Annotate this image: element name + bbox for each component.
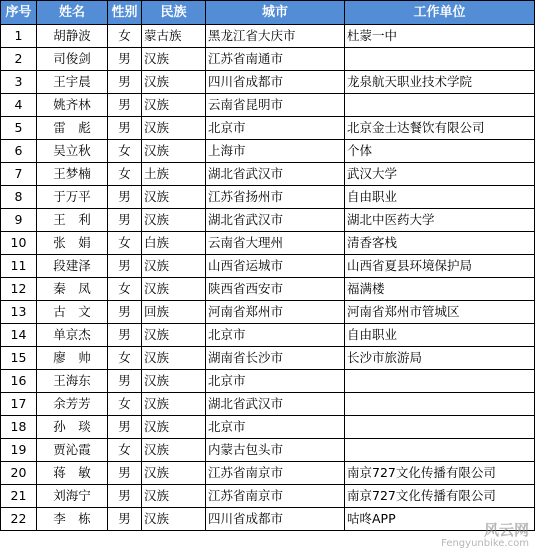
cell-name: 王宇晨 (37, 71, 108, 94)
cell-workplace: 长沙市旅游局 (345, 347, 535, 370)
cell-index: 18 (1, 416, 37, 439)
cell-ethnicity: 汉族 (142, 94, 206, 117)
cell-name: 廖 帅 (37, 347, 108, 370)
cell-city: 陕西省西安市 (206, 278, 345, 301)
cell-city: 黑龙江省大庆市 (206, 25, 345, 48)
cell-name: 刘海宁 (37, 485, 108, 508)
cell-gender: 男 (108, 186, 142, 209)
cell-index: 7 (1, 163, 37, 186)
cell-gender: 女 (108, 439, 142, 462)
table-row (1, 48, 535, 71)
cell-gender: 女 (108, 140, 142, 163)
cell-ethnicity: 汉族 (142, 416, 206, 439)
table-row (1, 140, 535, 163)
cell-ethnicity: 汉族 (142, 255, 206, 278)
cell-city: 江苏省扬州市 (206, 186, 345, 209)
table-row (1, 209, 535, 232)
cell-ethnicity: 汉族 (142, 393, 206, 416)
cell-index: 14 (1, 324, 37, 347)
cell-name: 段建泽 (37, 255, 108, 278)
cell-city: 北京市 (206, 324, 345, 347)
cell-workplace: 福满楼 (345, 278, 535, 301)
cell-gender: 女 (108, 232, 142, 255)
cell-city: 湖北省武汉市 (206, 209, 345, 232)
cell-gender: 男 (108, 71, 142, 94)
cell-city: 北京市 (206, 370, 345, 393)
cell-name: 吴立秋 (37, 140, 108, 163)
cell-gender: 女 (108, 278, 142, 301)
cell-city: 四川省成都市 (206, 508, 345, 531)
cell-ethnicity: 汉族 (142, 209, 206, 232)
cell-ethnicity: 汉族 (142, 462, 206, 485)
table-row (1, 301, 535, 324)
table-row (1, 186, 535, 209)
table-row (1, 255, 535, 278)
cell-workplace: 武汉大学 (345, 163, 535, 186)
table-row (1, 370, 535, 393)
cell-workplace: 龙泉航天职业技术学院 (345, 71, 535, 94)
cell-name: 王 利 (37, 209, 108, 232)
cell-workplace: 自由职业 (345, 324, 535, 347)
cell-city: 北京市 (206, 117, 345, 140)
cell-gender: 男 (108, 117, 142, 140)
cell-name: 雷 彪 (37, 117, 108, 140)
cell-workplace (345, 48, 535, 71)
cell-workplace: 湖北中医药大学 (345, 209, 535, 232)
cell-name: 秦 凤 (37, 278, 108, 301)
cell-index: 17 (1, 393, 37, 416)
cell-workplace (345, 393, 535, 416)
cell-ethnicity: 汉族 (142, 140, 206, 163)
cell-name: 贾沁霞 (37, 439, 108, 462)
cell-workplace: 自由职业 (345, 186, 535, 209)
watermark-text: 风云网 (483, 521, 529, 539)
cell-gender: 男 (108, 301, 142, 324)
cell-city: 内蒙古包头市 (206, 439, 345, 462)
cell-index: 9 (1, 209, 37, 232)
cell-workplace: 咕咚APP (345, 508, 535, 531)
cell-gender: 男 (108, 94, 142, 117)
cell-city: 江苏省南通市 (206, 48, 345, 71)
cell-name: 姚齐林 (37, 94, 108, 117)
cell-city: 四川省成都市 (206, 71, 345, 94)
header-row (1, 1, 535, 25)
header-index: 序号 (1, 1, 37, 25)
cell-city: 湖北省武汉市 (206, 393, 345, 416)
cell-name: 李 栋 (37, 508, 108, 531)
watermark-url: Fengyunbike.com (441, 538, 529, 549)
cell-workplace: 清香客栈 (345, 232, 535, 255)
cell-gender: 男 (108, 255, 142, 278)
cell-index: 20 (1, 462, 37, 485)
cell-ethnicity: 回族 (142, 301, 206, 324)
cell-city: 河南省郑州市 (206, 301, 345, 324)
cell-workplace (345, 416, 535, 439)
cell-gender: 女 (108, 163, 142, 186)
table-row (1, 485, 535, 508)
cell-index: 15 (1, 347, 37, 370)
cell-index: 19 (1, 439, 37, 462)
cell-city: 山西省运城市 (206, 255, 345, 278)
cell-index: 4 (1, 94, 37, 117)
cell-index: 2 (1, 48, 37, 71)
cell-ethnicity: 汉族 (142, 186, 206, 209)
cell-gender: 男 (108, 462, 142, 485)
table-row (1, 393, 535, 416)
cell-city: 江苏省南京市 (206, 462, 345, 485)
cell-name: 古 文 (37, 301, 108, 324)
cell-workplace: 山西省夏县环境保护局 (345, 255, 535, 278)
cell-gender: 男 (108, 209, 142, 232)
cell-ethnicity: 汉族 (142, 485, 206, 508)
table-row (1, 508, 535, 531)
cell-gender: 女 (108, 347, 142, 370)
table-row (1, 71, 535, 94)
cell-index: 5 (1, 117, 37, 140)
table-row (1, 324, 535, 347)
table-row (1, 278, 535, 301)
cell-ethnicity: 土族 (142, 163, 206, 186)
cell-gender: 男 (108, 48, 142, 71)
cell-index: 16 (1, 370, 37, 393)
cell-workplace (345, 439, 535, 462)
cell-workplace: 河南省郑州市管城区 (345, 301, 535, 324)
cell-name: 余芳芳 (37, 393, 108, 416)
cell-index: 6 (1, 140, 37, 163)
cell-workplace: 南京727文化传播有限公司 (345, 462, 535, 485)
cell-ethnicity: 汉族 (142, 117, 206, 140)
table-row (1, 439, 535, 462)
cell-workplace: 南京727文化传播有限公司 (345, 485, 535, 508)
table-row (1, 163, 535, 186)
header-gender: 性别 (108, 1, 142, 25)
header-city: 城市 (206, 1, 345, 25)
cell-ethnicity: 蒙古族 (142, 25, 206, 48)
table-row (1, 462, 535, 485)
cell-city: 湖北省武汉市 (206, 163, 345, 186)
cell-index: 13 (1, 301, 37, 324)
cell-gender: 女 (108, 25, 142, 48)
table-row (1, 232, 535, 255)
cell-ethnicity: 汉族 (142, 71, 206, 94)
cell-name: 张 娟 (37, 232, 108, 255)
cell-ethnicity: 汉族 (142, 278, 206, 301)
table-row (1, 117, 535, 140)
cell-name: 王梦楠 (37, 163, 108, 186)
cell-name: 胡静波 (37, 25, 108, 48)
table-body (1, 25, 535, 531)
table-row (1, 347, 535, 370)
cell-workplace: 个体 (345, 140, 535, 163)
cell-gender: 男 (108, 370, 142, 393)
cell-index: 3 (1, 71, 37, 94)
cell-city: 云南省大理州 (206, 232, 345, 255)
cell-city: 上海市 (206, 140, 345, 163)
cell-ethnicity: 汉族 (142, 508, 206, 531)
cell-city: 云南省昆明市 (206, 94, 345, 117)
cell-workplace: 北京金士达餐饮有限公司 (345, 117, 535, 140)
cell-workplace: 杜蒙一中 (345, 25, 535, 48)
cell-name: 司俊剑 (37, 48, 108, 71)
cell-ethnicity: 汉族 (142, 347, 206, 370)
cell-index: 10 (1, 232, 37, 255)
cell-gender: 男 (108, 324, 142, 347)
table-row (1, 416, 535, 439)
cell-index: 1 (1, 25, 37, 48)
cell-workplace (345, 370, 535, 393)
cell-index: 8 (1, 186, 37, 209)
cell-gender: 男 (108, 508, 142, 531)
cell-gender: 男 (108, 416, 142, 439)
cell-name: 孙 琰 (37, 416, 108, 439)
cell-workplace (345, 94, 535, 117)
cell-ethnicity: 汉族 (142, 439, 206, 462)
cell-index: 11 (1, 255, 37, 278)
cell-name: 王海东 (37, 370, 108, 393)
cell-city: 北京市 (206, 416, 345, 439)
cell-name: 蒋 敏 (37, 462, 108, 485)
cell-ethnicity: 汉族 (142, 370, 206, 393)
cell-index: 22 (1, 508, 37, 531)
cell-ethnicity: 汉族 (142, 48, 206, 71)
cell-name: 于万平 (37, 186, 108, 209)
header-name: 姓名 (37, 1, 108, 25)
cell-city: 江苏省南京市 (206, 485, 345, 508)
cell-gender: 男 (108, 485, 142, 508)
cell-city: 湖南省长沙市 (206, 347, 345, 370)
table-row (1, 94, 535, 117)
cell-index: 12 (1, 278, 37, 301)
cell-name: 单京杰 (37, 324, 108, 347)
header-ethnicity: 民族 (142, 1, 206, 25)
cell-ethnicity: 白族 (142, 232, 206, 255)
cell-gender: 女 (108, 393, 142, 416)
cell-ethnicity: 汉族 (142, 324, 206, 347)
cell-index: 21 (1, 485, 37, 508)
header-workplace: 工作单位 (345, 1, 535, 25)
table-row (1, 25, 535, 48)
